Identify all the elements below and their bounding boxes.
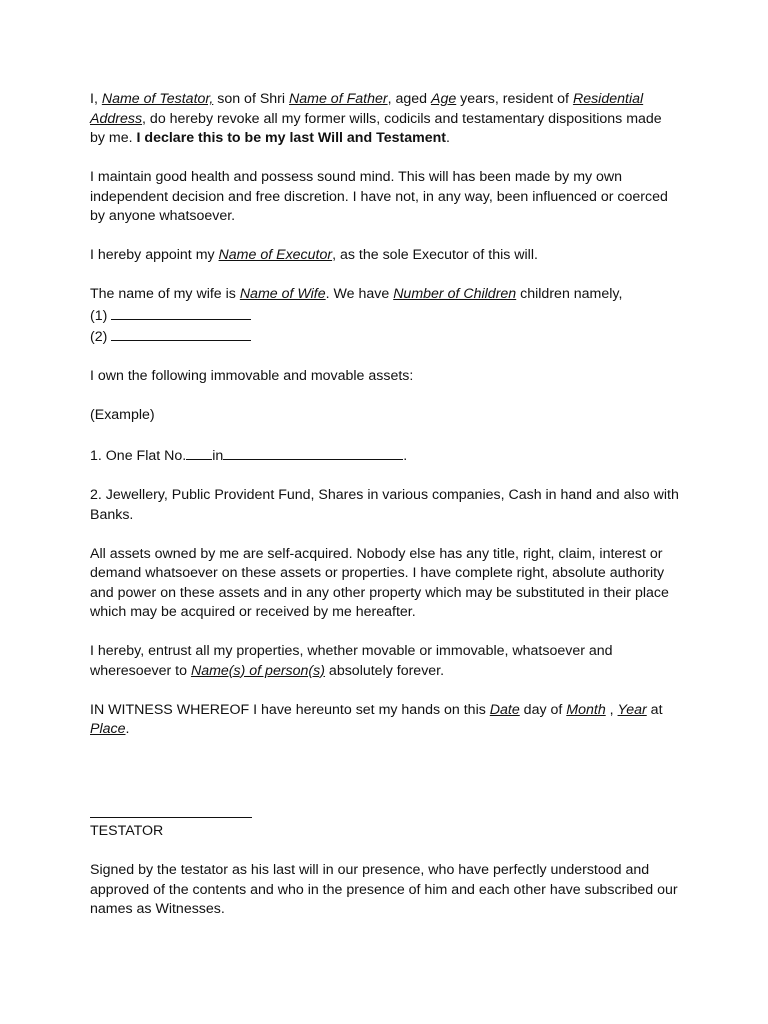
text: The name of my wife is xyxy=(90,286,240,302)
text: I hereby, entrust all my properties, whether movable or immovable, whatsoever and wheresoever to xyxy=(90,643,613,679)
declaration-statement: I declare this to be my last Will and Testament xyxy=(136,130,446,146)
child-1-line xyxy=(90,305,680,327)
health-paragraph: I maintain good health and possess sound mind. This will has been made by my own independent decision and free discretion. I have not, in any way, been influenced or coerced by anyone whatsoever. xyxy=(90,169,668,224)
child-1-blank xyxy=(111,305,251,320)
asset-item-2: 2. Jewellery, Public Provident Fund, Shares in various companies, Cash in hand and also with Banks. xyxy=(90,487,679,523)
text: IN WITNESS WHEREOF I have hereunto set my hands on this xyxy=(90,701,490,718)
wife-name-placeholder: Name of Wife xyxy=(239,286,326,302)
text: children namely, xyxy=(516,286,623,302)
text: I, xyxy=(90,91,102,107)
place-placeholder: Place xyxy=(90,721,126,737)
family-line xyxy=(90,285,680,305)
text: , aged xyxy=(387,91,431,107)
text: . xyxy=(445,130,450,146)
text: in xyxy=(212,448,224,464)
child-2-blank xyxy=(111,326,251,341)
text: at xyxy=(646,701,663,718)
text: absolutely forever. xyxy=(324,662,445,679)
asset-item-1 xyxy=(90,445,680,467)
signature-space xyxy=(90,759,680,817)
father-name-placeholder: Name of Father xyxy=(289,91,388,107)
text: , as the sole Executor of this will. xyxy=(332,247,538,263)
month-placeholder: Month xyxy=(566,701,606,718)
text: day of xyxy=(519,701,567,718)
family-paragraph xyxy=(90,285,680,348)
child-2-line xyxy=(90,326,680,348)
date-placeholder: Date xyxy=(489,701,520,718)
ownership-paragraph: All assets owned by me are self-acquired. Nobody else has any title, right, claim, interest or demand whatsoever on these assets or properties. I have complete right, absolute authority and power on these assets and in any other property which may be substituted in their place which may be acquired or received by me hereafter. xyxy=(90,545,669,620)
text: years, resident of xyxy=(456,91,573,107)
will-document xyxy=(90,90,680,939)
executor-name-placeholder: Name of Executor xyxy=(218,247,333,263)
flat-number-blank xyxy=(186,445,212,460)
child-1-label: (1) xyxy=(90,307,112,324)
example-label: (Example) xyxy=(90,407,155,423)
text: , xyxy=(605,701,618,718)
address-placeholder: Residential Address xyxy=(90,91,644,127)
text: I hereby appoint my xyxy=(90,247,219,263)
flat-location-blank xyxy=(223,445,403,460)
beneficiary-names-placeholder: Name(s) of person(s) xyxy=(190,662,325,679)
children-count-placeholder: Number of Children xyxy=(393,286,517,302)
text: . We have xyxy=(325,286,394,302)
testator-signature-line xyxy=(90,817,252,818)
year-placeholder: Year xyxy=(617,701,647,718)
text: 1. One Flat No. xyxy=(90,448,187,464)
testator-declaration-paragraph xyxy=(90,90,680,149)
age-placeholder: Age xyxy=(430,91,457,107)
executor-paragraph xyxy=(90,246,680,266)
testator-name-placeholder: Name of Testator, xyxy=(101,91,214,107)
testator-label: TESTATOR xyxy=(90,823,164,839)
entrust-paragraph xyxy=(90,642,680,681)
text: son of Shri xyxy=(213,91,290,107)
text: . xyxy=(403,448,408,464)
child-2-label: (2) xyxy=(90,329,112,345)
assets-intro-paragraph: I own the following immovable and movable assets: xyxy=(90,368,414,384)
attestation-paragraph: Signed by the testator as his last will in our presence, who have perfectly understood and approved of the contents and who in the presence of him and each other have subscribed our names as Witnesses. xyxy=(90,862,678,917)
text: , do hereby revoke all my former wills, codicils and testamentary dispositions made by me. xyxy=(90,110,662,146)
witness-whereof-paragraph xyxy=(90,701,680,740)
text: . xyxy=(125,721,130,737)
